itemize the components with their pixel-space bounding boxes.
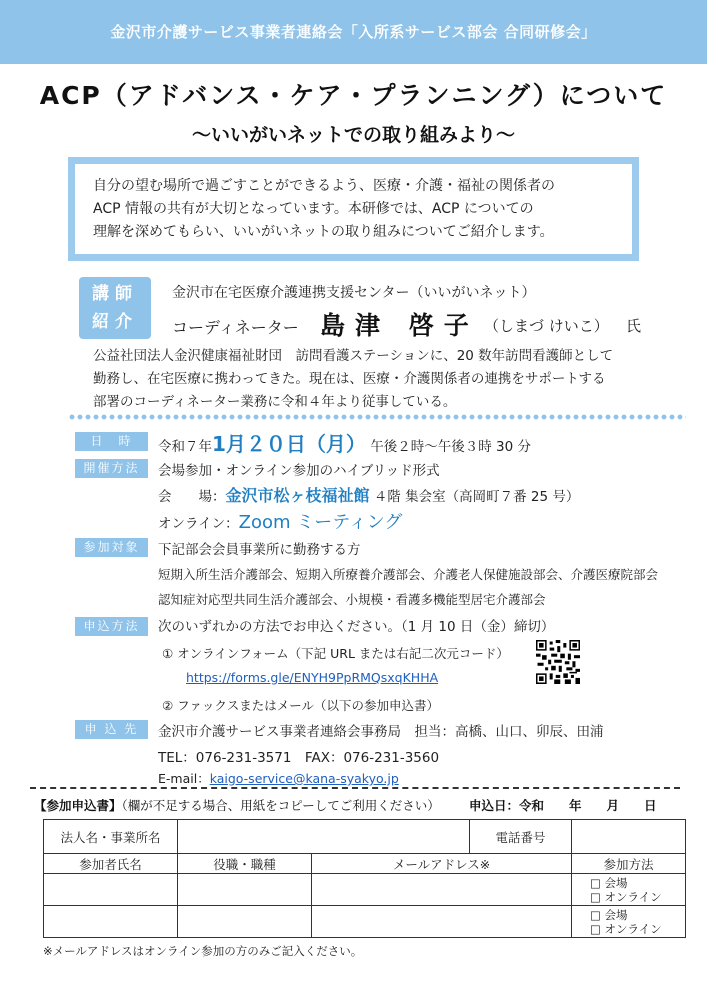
participant-name-cell[interactable] xyxy=(44,906,178,938)
contact-email-line xyxy=(158,769,399,787)
participant-position-cell[interactable] xyxy=(178,906,312,938)
contact-tel-fax: TEL：076-231-3571 FAX：076-231-3560 xyxy=(158,750,440,766)
lecturer-suffix: 氏 xyxy=(626,317,642,335)
contact-label: 申 込 先 xyxy=(75,720,148,739)
method-text: 会場参加・オンライン参加のハイブリッド形式 xyxy=(158,463,440,479)
apply-option-online: ① オンラインフォーム（下記 URL または右記二次元コード） xyxy=(162,646,509,661)
lecturer-name-line xyxy=(172,306,672,342)
participation-method-cell[interactable] xyxy=(572,874,686,906)
participant-email-cell[interactable] xyxy=(312,874,572,906)
form-date: 申込日：令和 年 月 日 xyxy=(469,798,657,813)
date-line xyxy=(158,428,531,457)
lecturer-bio xyxy=(93,345,663,414)
table-row xyxy=(44,874,686,906)
intro-line: 自分の望む場所で過ごすことができるよう、医療・介護・福祉の関係者の xyxy=(93,178,555,194)
date-label: 日 時 xyxy=(75,432,148,451)
intro-line: ACP 情報の共有が大切となっています。本研修では、ACP についての xyxy=(93,201,534,217)
event-banner: 金沢市介護サービス事業者連絡会「入所系サービス部会 合同研修会」 xyxy=(0,0,707,64)
venue-line xyxy=(158,483,579,506)
apply-form-link[interactable]: https://forms.gle/ENYH9PpRMQsxqKHHA xyxy=(186,670,439,685)
option-online[interactable]: □ オンライン xyxy=(590,889,662,904)
intro-line: 理解を深めてもらい、いいがいネットの取り組みについてご紹介します。 xyxy=(93,224,554,240)
venue-prefix: 会 場： xyxy=(158,489,226,505)
participant-position-cell[interactable] xyxy=(178,874,312,906)
apply-option-fax-mail: ② ファックスまたはメール（以下の参加申込書） xyxy=(162,698,440,713)
form-header xyxy=(34,796,684,814)
lecturer-reading: （しまづ けいこ） xyxy=(484,317,609,335)
target-text: 下記部会会員事業所に勤務する方 xyxy=(158,542,361,558)
apply-method-label: 申込方法 xyxy=(75,617,148,636)
form-note: （欄が不足する場合、用紙をコピーしてご利用ください） xyxy=(121,798,440,813)
col-header-email: メールアドレス※ xyxy=(312,854,572,874)
lecturer-tag-line: 講師 xyxy=(92,284,138,304)
page-title: ACP（アドバンス・ケア・プランニング）について xyxy=(39,81,668,110)
page-subtitle: 〜いいがいネットでの取り組みより〜 xyxy=(191,124,515,146)
qr-code-icon[interactable] xyxy=(536,640,580,684)
bio-line: 勤務し、在宅医療に携わってきた。現在は、医療・介護関係者の連携をサポートする xyxy=(93,371,606,387)
lecturer-tag-line: 紹介 xyxy=(92,312,138,332)
date-prefix: 令和７年 xyxy=(158,439,212,455)
col-header-method: 参加方法 xyxy=(572,854,686,874)
bio-line: 部署のコーディネーター業務に令和４年より従事している。 xyxy=(93,394,457,410)
venue-detail: ４階 集会室（高岡町７番 25 号） xyxy=(373,489,580,505)
participant-email-cell[interactable] xyxy=(312,906,572,938)
participant-name-cell[interactable] xyxy=(44,874,178,906)
option-online[interactable]: □ オンライン xyxy=(590,921,662,936)
online-name: Zoom ミーティング xyxy=(238,512,403,533)
col-header-name: 参加者氏名 xyxy=(44,854,178,874)
corp-name-cell[interactable] xyxy=(178,820,470,854)
corp-name-label: 法人名・事業所名 xyxy=(44,820,178,854)
option-venue[interactable]: □ 会場 xyxy=(590,875,628,890)
table-row xyxy=(44,854,686,874)
online-prefix: オンライン： xyxy=(158,516,239,532)
dotted-divider xyxy=(68,414,686,420)
target-list: 短期入所生活介護部会、短期入所療養介護部会、介護老人保健施設部会、介護医療院部会 xyxy=(158,567,659,582)
option-venue[interactable]: □ 会場 xyxy=(590,907,628,922)
bio-line: 公益社団法人金沢健康福祉財団 訪問看護ステーションに、20 数年訪問看護師として xyxy=(93,348,614,364)
venue-name: 金沢市松ヶ枝福祉館 xyxy=(225,486,370,505)
intro-box xyxy=(68,157,639,261)
cut-line xyxy=(30,787,680,789)
footnote: ※メールアドレスはオンライン参加の方のみご記入ください。 xyxy=(43,944,363,958)
participation-method-cell[interactable] xyxy=(572,906,686,938)
phone-label: 電話番号 xyxy=(470,820,572,854)
date-main: 1月２０日（月） xyxy=(212,432,366,456)
phone-cell[interactable] xyxy=(572,820,686,854)
lecturer-tag xyxy=(79,277,151,339)
apply-method-text: 次のいずれかの方法でお申込ください。（1 月 10 日（金）締切） xyxy=(158,619,555,635)
email-link[interactable]: kaigo-service@kana-syakyo.jp xyxy=(209,771,399,786)
email-prefix: E-mail： xyxy=(158,771,210,786)
lecturer-org: 金沢市在宅医療介護連携支援センター（いいがいネット） xyxy=(172,285,536,301)
method-label: 開催方法 xyxy=(75,459,148,478)
target-label: 参加対象 xyxy=(75,538,148,557)
application-form-table xyxy=(43,819,686,938)
contact-org: 金沢市介護サービス事業者連絡会事務局 担当：高橋、山口、卯辰、田浦 xyxy=(158,724,604,740)
target-list: 認知症対応型共同生活介護部会、小規模・看護多機能型居宅介護部会 xyxy=(158,592,546,607)
online-line xyxy=(158,508,402,534)
table-row xyxy=(44,906,686,938)
table-row xyxy=(44,820,686,854)
date-time: 午後２時〜午後３時 30 分 xyxy=(370,439,531,455)
col-header-position: 役職・職種 xyxy=(178,854,312,874)
lecturer-name: 島津 啓子 xyxy=(320,311,479,340)
lecturer-role: コーディネーター xyxy=(172,318,299,337)
form-title: 【参加申込書】 xyxy=(34,798,122,813)
